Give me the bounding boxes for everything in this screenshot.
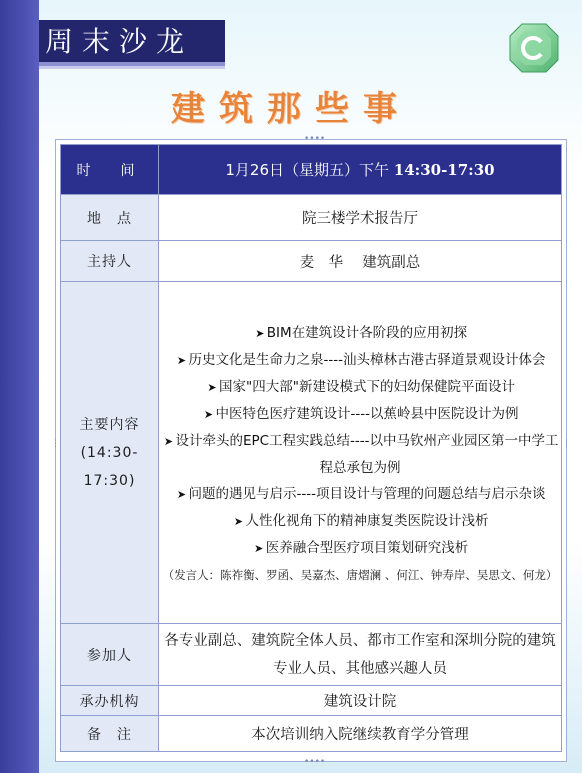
time-range: 14:30-17:30 <box>393 161 495 179</box>
triangle-bullet-icon: ➤ <box>203 407 214 421</box>
triangle-bullet-icon: ➤ <box>207 380 217 394</box>
event-info-table <box>60 144 562 752</box>
frame-resize-handle-left: ⋮ <box>51 439 60 449</box>
agenda-item: ➤ 国家"四大部"新建设模式下的妇幼保健院平面设计 <box>159 374 561 401</box>
triangle-bullet-icon: ➤ <box>233 514 244 528</box>
title-underline <box>39 66 225 69</box>
frame-resize-handle-right: ⋮ <box>562 439 571 449</box>
organizer-row <box>61 686 562 716</box>
host-label: 主持人 <box>61 241 159 282</box>
green-gem-logo-icon <box>508 22 560 74</box>
time-row <box>61 145 562 195</box>
content-label-time: (14:30-17:30) <box>80 444 139 489</box>
host-value: 麦 华 建筑副总 <box>159 241 562 282</box>
triangle-bullet-icon: ➤ <box>163 434 174 448</box>
content-row <box>61 282 562 624</box>
agenda-item: ➤ 人性化视角下的精神康复类医院设计浅析 <box>159 508 561 535</box>
organizer-value: 建筑设计院 <box>159 686 562 716</box>
participants-label: 参加人 <box>61 624 159 686</box>
agenda-item: ➤ 中医特色医疗建筑设计----以蕉岭县中医院设计为例 <box>159 401 561 428</box>
host-row <box>61 241 562 282</box>
participants-value: 各专业副总、建筑院全体人员、都市工作室和深圳分院的建筑专业人员、其他感兴趣人员 <box>159 624 562 686</box>
note-value: 本次培训纳入院继续教育学分管理 <box>159 716 562 752</box>
triangle-bullet-icon: ➤ <box>176 353 187 367</box>
location-value: 院三楼学术报告厅 <box>159 195 562 241</box>
location-row <box>61 195 562 241</box>
time-value <box>159 145 562 195</box>
triangle-bullet-icon: ➤ <box>176 487 187 501</box>
series-title: 周末沙龙 <box>45 25 194 58</box>
agenda-item: ➤ 设计牵头的EPC工程实践总结----以中马钦州产业园区第一中学工程总承包为例 <box>159 428 561 481</box>
agenda-item: ➤ BIM在建筑设计各阶段的应用初探 <box>159 320 561 347</box>
note-label: 备 注 <box>61 716 159 752</box>
triangle-bullet-icon: ➤ <box>254 541 264 555</box>
series-title-plate <box>39 20 225 66</box>
time-label: 时 间 <box>61 145 159 195</box>
content-label-cell <box>61 282 159 624</box>
frame-resize-handle-top: •••• <box>304 134 326 144</box>
speakers-list: （发言人：陈祚衡、罗函、吴嘉杰、唐熠澜 、何江、钟寿岸、吴思文、何龙） <box>162 567 558 582</box>
content-list <box>159 282 562 624</box>
frame-resize-handle-bottom: •••• <box>304 757 326 767</box>
organizer-label: 承办机构 <box>61 686 159 716</box>
location-label: 地 点 <box>61 195 159 241</box>
content-label: 主要内容 <box>79 416 140 433</box>
agenda-item: ➤ 历史文化是生命力之泉----汕头樟林古港古驿道景观设计体会 <box>159 347 561 374</box>
time-date: 1月26日（星期五）下午 <box>225 161 394 179</box>
triangle-bullet-icon: ➤ <box>255 326 265 340</box>
agenda-item: ➤ 问题的遇见与启示----项目设计与管理的问题总结与启示杂谈 <box>159 481 561 508</box>
participants-row <box>61 624 562 686</box>
agenda-item: ➤ 医养融合型医疗项目策划研究浅析 <box>159 535 561 562</box>
main-title: 建筑那些事 <box>171 89 411 129</box>
note-row <box>61 716 562 752</box>
